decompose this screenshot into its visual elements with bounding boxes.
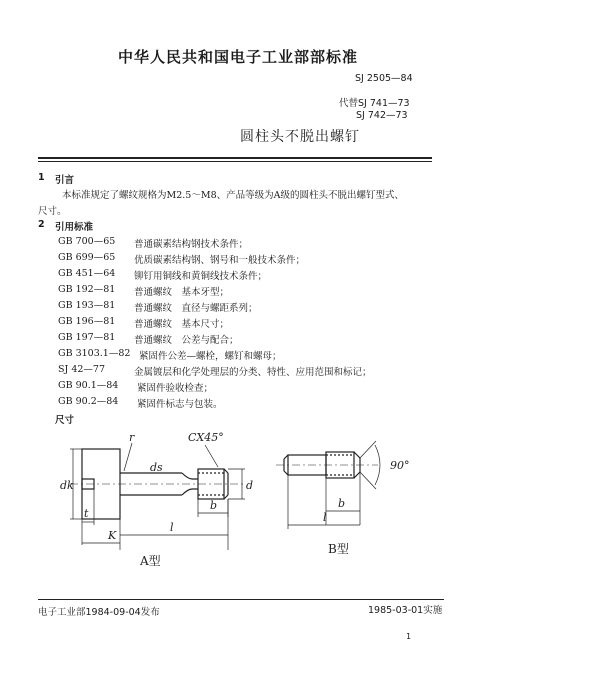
ref-desc: 普通螺纹 基本牙型； <box>134 287 230 298</box>
label-r: r <box>129 431 135 444</box>
ref-code: GB 451—64 <box>58 268 116 279</box>
document-title: 圆柱头不脱出螺钉 <box>240 129 360 145</box>
ref-desc: 普通碳素结构钢技术条件； <box>134 239 249 250</box>
label-d: d <box>246 479 254 492</box>
section-1-text-line-2: 尺寸。 <box>38 206 67 217</box>
label-b-a: b <box>210 499 218 512</box>
ref-desc: 紧固件标志与包装。 <box>137 399 223 410</box>
caption-type-b: B型 <box>328 542 349 556</box>
label-ds: ds <box>150 461 163 474</box>
section-1-title: 引言 <box>55 175 75 186</box>
ref-code: GB 192—81 <box>58 284 116 295</box>
label-b-b: b <box>338 497 346 510</box>
caption-type-a: A型 <box>140 554 161 568</box>
label-k: K <box>108 529 117 542</box>
issued-date: 电子工业部1984-09-04发布 <box>38 607 160 618</box>
ref-desc: 普通螺纹 公差与配合； <box>134 335 239 346</box>
standard-code: SJ 2505—84 <box>355 73 413 84</box>
page-number: 1 <box>406 632 412 641</box>
header-rule-thin <box>38 161 432 162</box>
effective-date: 1985-03-01实施 <box>368 605 443 616</box>
ref-code: GB 90.1—84 <box>58 380 119 391</box>
ref-code: GB 700—65 <box>58 236 116 247</box>
ref-desc: 优质碳素结构钢、钢号和一般技术条件； <box>134 255 306 266</box>
label-t: t <box>84 507 89 520</box>
label-l-a: l <box>170 521 174 534</box>
section-1-number: 1 <box>38 172 45 183</box>
ref-code: GB 90.2—84 <box>58 396 119 407</box>
label-90-degree: 90° <box>390 459 410 472</box>
header-rule <box>38 157 432 159</box>
section-1-text-line-1: 本标准规定了螺纹规格为M2.5～M8、产品等级为A级的圆柱头不脱出螺钉型式、 <box>62 190 404 201</box>
screw-drawing <box>40 425 420 590</box>
replaces-line-2: SJ 742—73 <box>356 110 408 121</box>
ref-code: SJ 42—77 <box>58 364 106 375</box>
section-2-number: 2 <box>38 219 45 230</box>
label-l-b: l <box>323 511 327 524</box>
ref-code: GB 196—81 <box>58 316 116 327</box>
replaces-line-1: 代替SJ 741—73 <box>339 98 410 109</box>
section-2-title: 引用标准 <box>55 222 94 233</box>
section-3-title: 尺寸 <box>55 415 75 426</box>
ref-code: GB 699—65 <box>58 252 116 263</box>
ref-code: GB 193—81 <box>58 300 116 311</box>
ref-desc: 普通螺纹 直径与螺距系列； <box>134 303 258 314</box>
ref-desc: 普通螺纹 基本尺寸； <box>134 319 230 330</box>
footer-rule <box>38 599 444 600</box>
ref-desc: 紧固件公差—螺栓，螺钉和螺母； <box>139 351 282 362</box>
ref-desc: 金属镀层和化学处理层的分类、特性、应用范围和标记； <box>134 367 372 378</box>
ref-code: GB 3103.1—82 <box>58 348 131 359</box>
label-cx45: CX45° <box>188 431 224 444</box>
ref-code: GB 197—81 <box>58 332 116 343</box>
label-dk: dk <box>60 479 74 492</box>
standard-header-title: 中华人民共和国电子工业部部标准 <box>118 48 359 66</box>
ref-desc: 紧固件验收检查； <box>137 383 214 394</box>
ref-desc: 铆钉用铜线和黄铜线技术条件； <box>134 271 268 282</box>
